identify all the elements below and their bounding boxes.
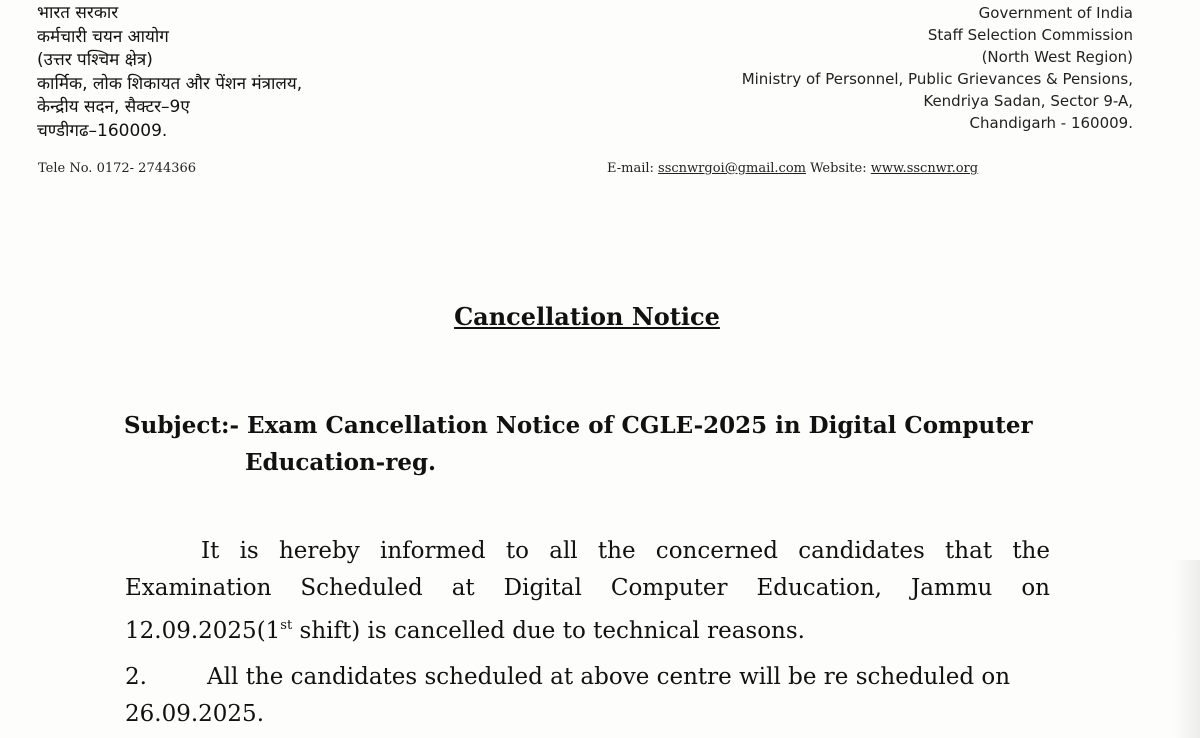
paragraph-2-line-2: 26.09.2025. (125, 701, 264, 727)
notice-title: Cancellation Notice (454, 302, 720, 331)
hindi-govt-line: भारत सरकार (37, 3, 119, 23)
exam-date-text: 12.09.2025(1 (125, 618, 281, 644)
paragraph-1-line-3 (125, 607, 1050, 650)
paragraph-1-line-1: It is hereby informed to all the concerned candidates that the (201, 538, 1050, 564)
hindi-address-line: केन्द्रीय सदन, सैक्टर–9ए (37, 97, 190, 117)
english-letterhead (742, 2, 1133, 134)
email-label: E-mail: (607, 161, 654, 176)
english-commission-line: Staff Selection Commission (927, 26, 1133, 44)
hindi-city-line: चण्डीगढ–160009. (37, 120, 168, 141)
english-govt-line: Government of India (978, 4, 1133, 22)
paragraph-1-line-3-rest: shift) is cancelled due to technical reasons. (292, 618, 805, 644)
contact-line (607, 161, 978, 176)
paragraph-2-text: All the candidates scheduled at above centre will be re scheduled on (207, 664, 1011, 690)
shift-ordinal-suffix: st (280, 618, 293, 633)
website-link[interactable]: www.sscnwr.org (870, 161, 979, 176)
paragraph-2 (125, 659, 1050, 733)
paragraph-1 (125, 533, 1050, 650)
subject-line-2: Education-reg. (245, 449, 437, 476)
page-edge-shadow (1174, 560, 1200, 738)
hindi-ministry-line: कार्मिक, लोक शिकायत और पेंशन मंत्रालय, (37, 73, 303, 94)
hindi-letterhead (37, 2, 302, 143)
english-city-line: Chandigarh - 160009. (969, 114, 1133, 132)
hindi-commission-line: कर्मचारी चयन आयोग (37, 26, 169, 47)
english-ministry-line: Ministry of Personnel, Public Grievances & Pensions, (741, 70, 1133, 88)
subject-line-1: Subject:- Exam Cancellation Notice of CGLE-2025 in Digital Computer (124, 412, 1033, 439)
paragraph-2-line-1 (125, 659, 1050, 696)
telephone-number: Tele No. 0172- 2744366 (38, 161, 197, 176)
paragraph-1-line-2: Examination Scheduled at Digital Computer Education, Jammu on (125, 575, 1050, 601)
english-address-line: Kendriya Sadan, Sector 9-A, (923, 92, 1133, 110)
paragraph-number: 2. (125, 664, 147, 690)
hindi-region-line: (उत्तर पश्चिम क्षेत्र) (37, 50, 153, 70)
website-label: Website: (810, 161, 867, 176)
email-link[interactable]: sscnwrgoi@gmail.com (658, 161, 806, 176)
notice-subject (124, 407, 1034, 481)
english-region-line: (North West Region) (981, 48, 1133, 66)
